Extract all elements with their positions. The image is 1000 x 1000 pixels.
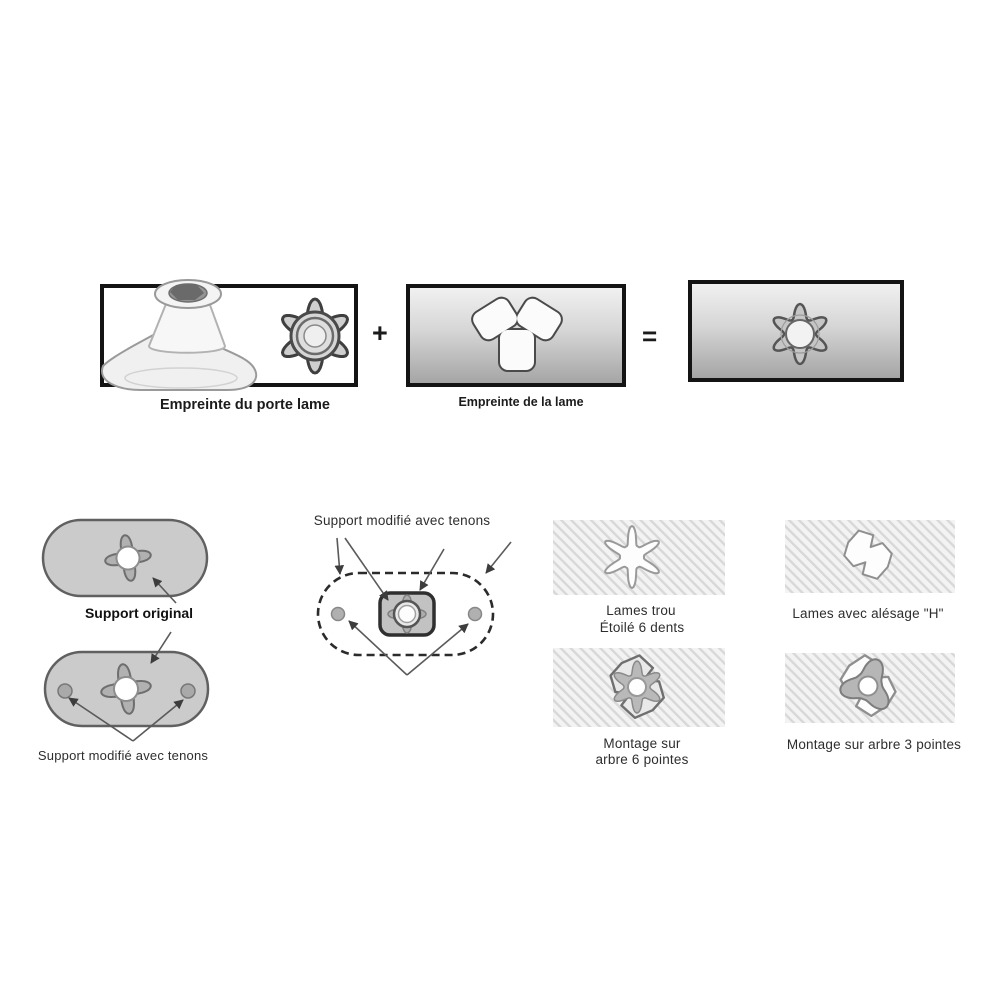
blade-imprint-caption: Empreinte de la lame — [458, 395, 584, 409]
shaft6-panel — [553, 648, 725, 727]
support-modified-detail-label: Support modifié avec tenons — [313, 513, 491, 528]
h-bore-panel — [785, 520, 955, 593]
plus-operator: + — [372, 318, 388, 348]
tenon-dot — [181, 684, 195, 698]
star6-label-line2: Étoilé 6 dents — [599, 620, 685, 635]
tenon-dot — [58, 684, 72, 698]
result-box — [690, 282, 902, 380]
holder-imprint-box — [102, 280, 356, 390]
star6-panel — [553, 520, 725, 595]
equals-operator: = — [642, 321, 658, 351]
tenon-dot — [332, 608, 345, 621]
modified-support-detail — [318, 573, 493, 655]
blade-imprint-box — [408, 286, 624, 385]
tenon-dot — [469, 608, 482, 621]
support-original-pill — [43, 520, 207, 596]
holder-imprint-caption: Empreinte du porte lame — [159, 397, 331, 413]
h-bore-label: Lames avec alésage "H" — [792, 606, 944, 621]
shaft3-label: Montage sur arbre 3 pointes — [786, 737, 962, 752]
shaft6-label-line2: arbre 6 pointes — [595, 752, 689, 767]
support-original-label: Support original — [84, 605, 194, 621]
support-modified-pill — [45, 652, 208, 726]
shaft3-panel — [785, 651, 955, 723]
star6-label-line1: Lames trou — [606, 603, 676, 618]
shaft6-label-line1: Montage sur — [603, 736, 681, 751]
support-modified-label: Support modifié avec tenons — [37, 748, 209, 763]
